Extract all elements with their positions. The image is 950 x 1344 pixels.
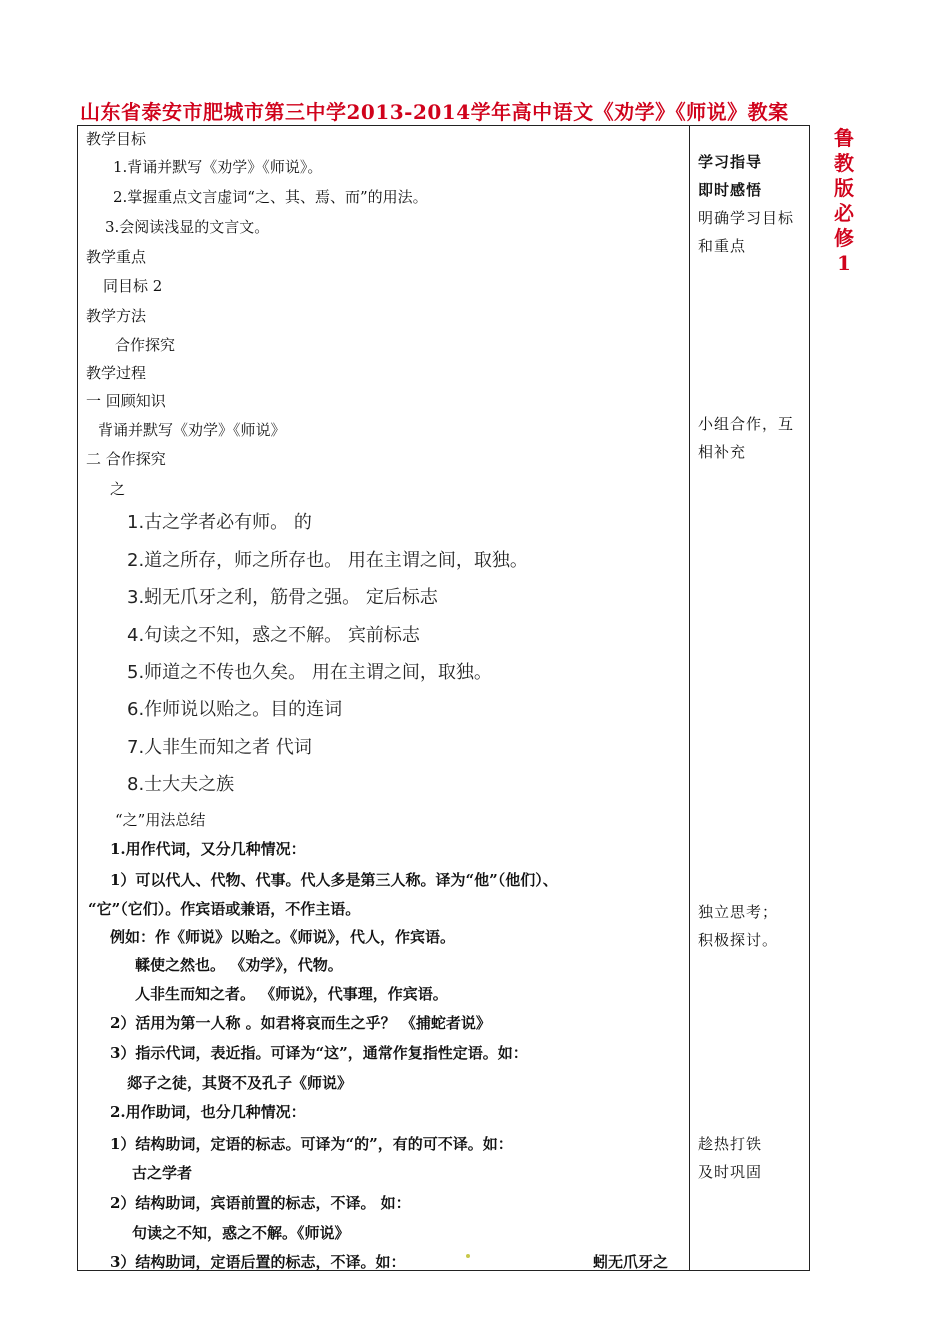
usage-example-a: 例如：作《师说》以贻之。《师说》，代人，作宾语。 bbox=[110, 928, 456, 946]
note-practice-2: 及时巩固 bbox=[698, 1163, 763, 1181]
usage-particle-1-example: 古之学者 bbox=[132, 1164, 193, 1182]
usage-particle-1: 1）结构助词，定语的标志。可译为“的”，有的可不译。如： bbox=[110, 1135, 513, 1153]
example-1: 1.古之学者必有师。 的 bbox=[127, 512, 312, 533]
usage-pronoun-3-example: 郯子之徒，其贤不及孔子《师说》 bbox=[127, 1074, 353, 1092]
key-points-text: 同目标 2 bbox=[103, 277, 163, 295]
side-title: 鲁教版必修1 bbox=[834, 126, 854, 275]
objective-3: 3.会阅读浅显的文言文。 bbox=[105, 218, 270, 236]
usage-example-b: 輮使之然也。 《劝学》，代物。 bbox=[135, 956, 343, 974]
example-3: 3.蚓无爪牙之利，筋骨之强。 定后标志 bbox=[127, 587, 438, 608]
usage-pronoun: 1.用作代词，又分几种情况： bbox=[110, 840, 306, 858]
heading-process: 教学过程 bbox=[86, 364, 147, 382]
note-think-2: 积极探讨。 bbox=[698, 931, 779, 949]
note-goals-1: 明确学习目标 bbox=[698, 209, 795, 227]
example-5: 5.师道之不传也久矣。 用在主谓之间，取独。 bbox=[127, 662, 492, 683]
review-text: 背诵并默写《劝学》《师说》 bbox=[98, 421, 286, 439]
note-instant-insight: 即时感悟 bbox=[698, 181, 763, 199]
example-6: 6.作师说以贻之。目的连词 bbox=[127, 699, 343, 720]
note-practice-1: 趁热打铁 bbox=[698, 1135, 763, 1153]
usage-pronoun-3: 3）指示代词，表近指。可译为“这”，通常作复指性定语。如： bbox=[110, 1044, 528, 1062]
example-7: 7.人非生而知之者 代词 bbox=[127, 737, 312, 758]
example-2: 2.道之所存，师之所存也。 用在主谓之间，取独。 bbox=[127, 550, 528, 571]
heading-methods: 教学方法 bbox=[86, 307, 147, 325]
column-divider bbox=[689, 125, 690, 1271]
usage-example-c: 人非生而知之者。 《师说》，代事理，作宾语。 bbox=[135, 985, 448, 1003]
heading-key-points: 教学重点 bbox=[86, 248, 147, 266]
objective-1: 1.背诵并默写《劝学》《师说》。 bbox=[113, 158, 323, 176]
note-study-guide: 学习指导 bbox=[698, 153, 763, 171]
heading-objectives: 教学目标 bbox=[86, 130, 147, 148]
section-explore: 二 合作探究 bbox=[86, 450, 166, 468]
example-8: 8.士大夫之族 bbox=[127, 774, 235, 795]
section-review: 一 回顾知识 bbox=[86, 392, 166, 410]
usage-particle: 2.用作助词，也分几种情况： bbox=[110, 1103, 306, 1121]
word-zhi: 之 bbox=[110, 480, 126, 498]
note-group-1: 小组合作，互 bbox=[698, 415, 795, 433]
example-4: 4.句读之不知，惑之不解。 宾前标志 bbox=[127, 625, 420, 646]
usage-pronoun-1: 1）可以代人、代物、代事。代人多是第三人称。译为“他”（他们）、 bbox=[110, 871, 558, 889]
usage-particle-3-example: 蚓无爪牙之 bbox=[593, 1253, 669, 1271]
objective-2: 2.掌握重点文言虚词“之、其、焉、而”的用法。 bbox=[113, 188, 428, 206]
document-title: 山东省泰安市肥城市第三中学2013-2014学年高中语文《劝学》《师说》教案 bbox=[80, 100, 789, 124]
methods-text: 合作探究 bbox=[115, 336, 176, 354]
dot-mark bbox=[466, 1254, 470, 1258]
usage-particle-2-example: 句读之不知，惑之不解。《师说》 bbox=[132, 1224, 350, 1242]
usage-pronoun-1-cont: “它”（它们）。作宾语或兼语，不作主语。 bbox=[88, 900, 361, 918]
summary-heading: “之”用法总结 bbox=[115, 811, 206, 829]
note-think-1: 独立思考； bbox=[698, 903, 779, 921]
usage-particle-2: 2）结构助词，宾语前置的标志，不译。 如： bbox=[110, 1194, 411, 1212]
note-group-2: 相补充 bbox=[698, 443, 747, 461]
usage-pronoun-2: 2）活用为第一人称 。如君将哀而生之乎？ 《捕蛇者说》 bbox=[110, 1014, 491, 1032]
note-goals-2: 和重点 bbox=[698, 237, 747, 255]
usage-particle-3: 3）结构助词，定语后置的标志，不译。如： bbox=[110, 1253, 406, 1271]
